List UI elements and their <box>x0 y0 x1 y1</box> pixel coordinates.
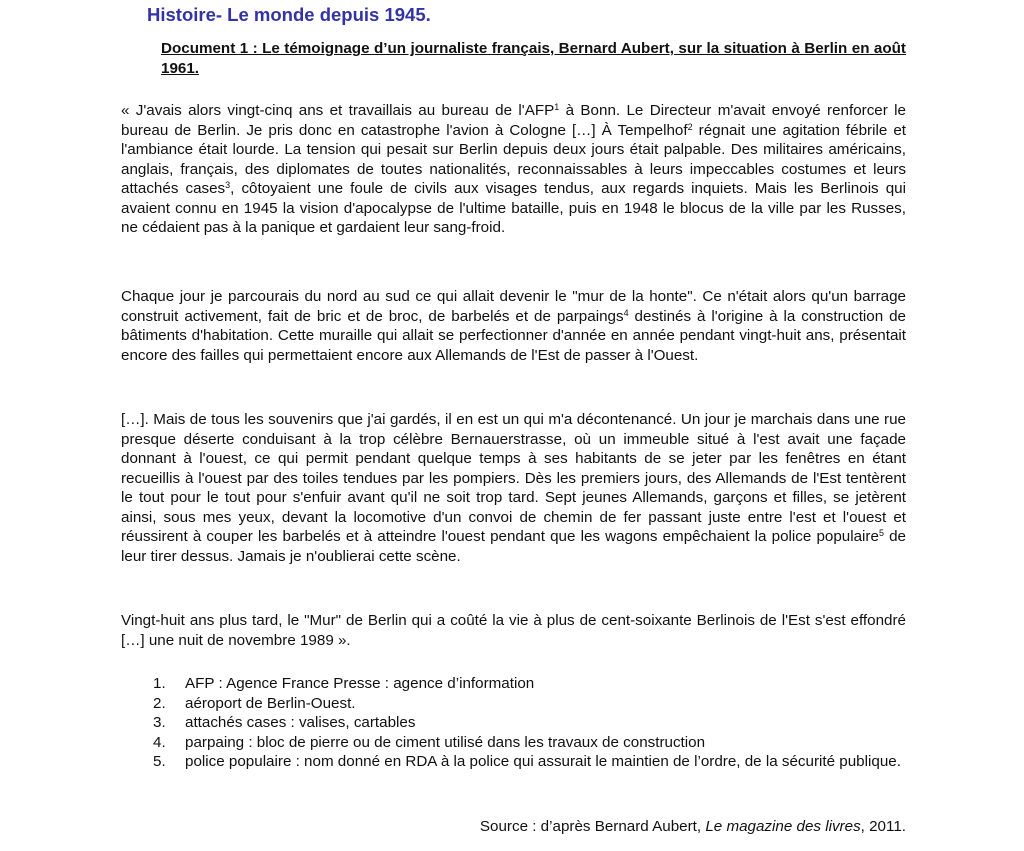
p1-text-b: à Bonn. Le Directeur m'avait envoyé renforcer le bureau de Berlin. Je pris donc en catastrophe l'avion à Cologne […] À Tempelhof <box>121 102 906 139</box>
footnote-number: 1. <box>153 675 166 692</box>
source-citation <box>480 818 906 835</box>
footnote-ref-1: 1 <box>554 102 560 112</box>
footnote-number: 3. <box>153 714 166 731</box>
p3-text-b: de leur tirer dessus. Jamais je n'oublierai cette scène. <box>121 528 906 565</box>
footnote-item <box>121 694 906 714</box>
footnote-text: parpaing : bloc de pierre ou de ciment utilisé dans les travaux de construction <box>185 733 706 751</box>
header-title: Histoire- Le monde depuis 1945. <box>147 4 431 25</box>
p3-text-a: […]. Mais de tous les souvenirs que j'ai gardés, il en est un qui m'a décontenancé. Un jour je marchais dans une rue presque déserte conduisant à la trop célèbre Bernauerstrasse, où un immeuble situé à l'est avait une façade donnant à l'ouest, ce qui permit pendant quelque temps à ses habitants de se jeter par les fenêtres en étant recueillis à l'ouest par des toiles tendues par les pompiers. Dès les premiers jours, des Allemands de l'Est tentèrent le tout pour le tout pour s'enfuir avant qu'il ne soit trop tard. Sept jeunes Allemands, garçons et filles, se jetèrent ainsi, sous mes yeux, devant la locomotive d'un convoi de chemin de fer passant juste entre l'est et l'ouest et réussirent à couper les barbelés et à atteindre l'ouest pendant que les wagons empêchaient la police populaire <box>121 411 906 545</box>
p1-text-c: régnait une agitation fébrile et l'ambiance était lourde. La tension qui pesait sur Berlin depuis deux jours était palpable. Des militaires américains, anglais, français, des diplomates de toutes nationalités, reconnaissables à leurs impeccables costumes et leurs attachés cases <box>121 121 907 197</box>
paragraph-1 <box>121 101 906 238</box>
p2-text-a: Chaque jour je parcourais du nord au sud ce qui allait devenir le "mur de la honte". Ce n'était alors qu'un barrage construit activement, fait de bric et de broc, de barbelés et de parpaings <box>121 288 906 325</box>
footnotes-list <box>121 674 906 772</box>
footnote-item <box>121 674 906 694</box>
footnote-ref-5: 5 <box>878 528 884 538</box>
footnote-item <box>121 752 906 772</box>
footnote-ref-4: 4 <box>623 307 629 318</box>
document-title: Document 1 : Le témoignage d’un journaliste français, Bernard Aubert, sur la situation à Berlin en août 1961. <box>161 40 906 77</box>
footnote-ref-3: 3 <box>225 180 231 190</box>
paragraph-4: Vingt-huit ans plus tard, le "Mur" de Berlin qui a coûté la vie à plus de cent-soixante Berlinois de l'Est s'est effondré […] une nuit de novembre 1989 ». <box>121 612 906 649</box>
footnote-text: AFP : Agence France Presse : agence d’information <box>185 675 535 692</box>
footnote-text: aéroport de Berlin-Ouest. <box>185 694 356 712</box>
paragraph-2 <box>121 287 906 365</box>
footnote-ref-2: 2 <box>687 121 693 132</box>
footnote-number: 2. <box>153 694 166 712</box>
source-work-title: Le magazine des livres <box>705 818 861 835</box>
p1-text-a: « J'avais alors vingt-cinq ans et travaillais au bureau de l'AFP <box>121 102 555 119</box>
footnote-text: attachés cases : valises, cartables <box>185 714 416 731</box>
footnote-item <box>121 713 906 733</box>
source-suffix: , 2011. <box>860 818 906 835</box>
footnote-item <box>121 733 906 753</box>
paragraph-3 <box>121 410 906 566</box>
footnote-text: police populaire : nom donné en RDA à la police qui assurait le maintien de l’ordre, de la sécurité publique. <box>185 753 901 770</box>
source-prefix: Source : d’après Bernard Aubert, <box>479 818 706 835</box>
p1-text-d: , côtoyaient une foule de civils aux visages tendus, aux regards inquiets. Mais les Berlinois qui avaient connu en 1945 la vision d'apocalypse de l'ultime bataille, puis en 1948 le blocus de la ville par les Russes, ne cédaient pas à la panique et gardaient leur sang-froid. <box>121 180 906 236</box>
p2-text-b: destinés à l'origine à la construction de bâtiments d'habitation. Cette muraille qui allait se perfectionner d'année en année pendant vingt-huit ans, présentait encore des failles qui permettaient encore aux Allemands de l'Est de passer à l'Ouest. <box>121 307 906 364</box>
footnote-number: 5. <box>153 753 166 770</box>
footnote-number: 4. <box>153 733 166 751</box>
